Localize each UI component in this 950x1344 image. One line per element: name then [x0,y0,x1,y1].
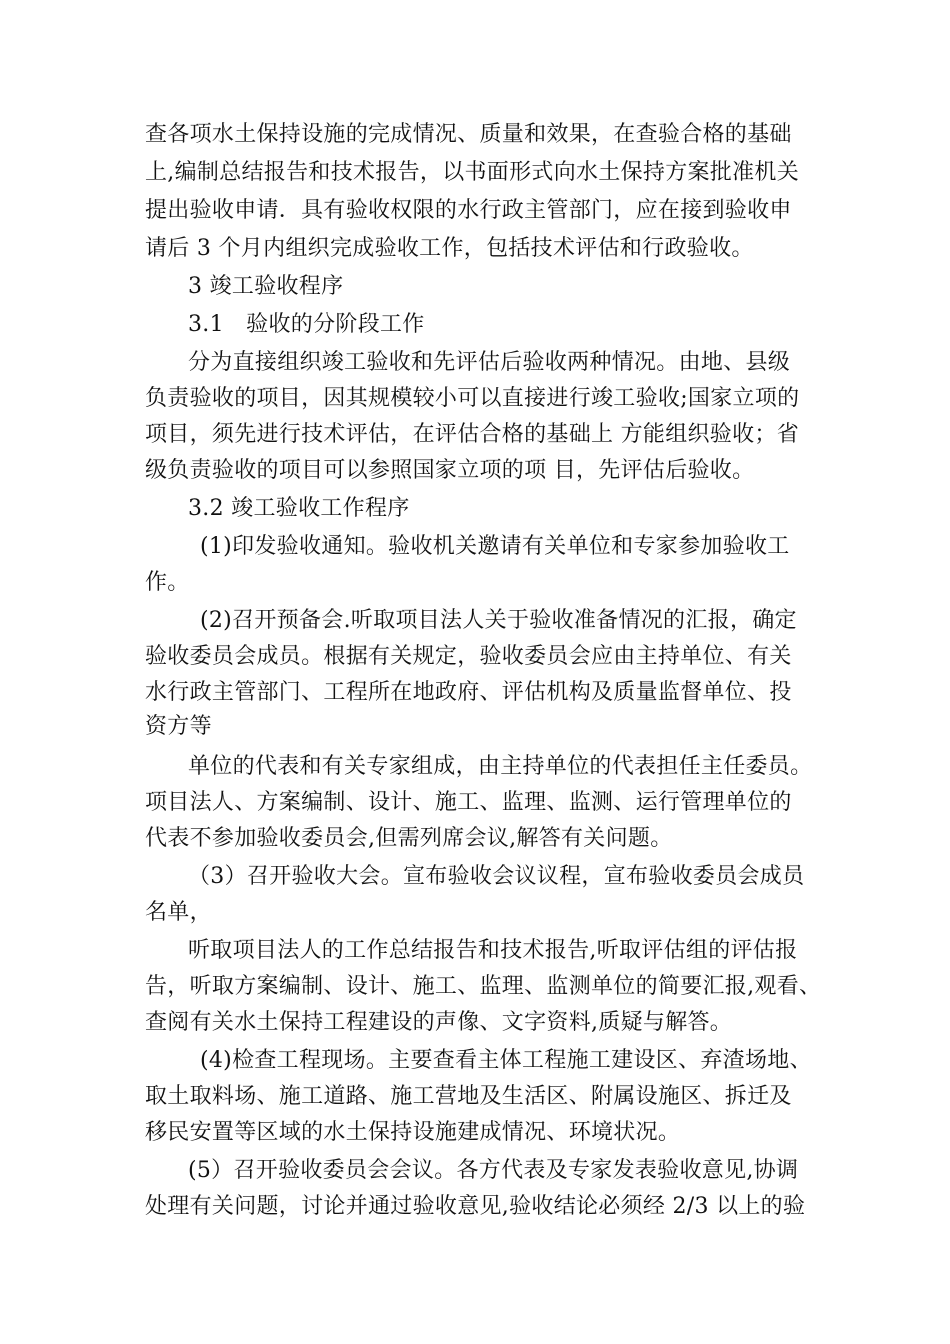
text-line: (4)检查工程现场。主要查看主体工程施工建设区、弃渣场地、 [200,1048,812,1073]
text-line: 负责验收的项目，因其规模较小可以直接进行竣工验收;国家立项的 [145,386,800,411]
text-line: (1)印发验收通知。验收机关邀请有关单位和专家参加验收工 [200,534,790,559]
text-line: 名单， [145,900,212,925]
text-line: 验收委员会成员。根据有关规定，验收委员会应由主持单位、有关 [145,644,792,669]
text-line: （3）召开验收大会。宣布验收会议议程，宣布验收委员会成员 [188,864,805,889]
text-line: 移民安置等区域的水土保持设施建成情况、环境状况。 [145,1120,681,1145]
text-line: 查各项水土保持设施的完成情况、质量和效果，在查验合格的基础 [145,122,792,147]
text-line: 听取项目法人的工作总结报告和技术报告,听取评估组的评估报 [188,938,798,963]
text-line: 项目法人、方案编制、设计、施工、监理、监测、运行管理单位的 [145,790,792,815]
text-line: 告，听取方案编制、设计、施工、监理、监测单位的简要汇报,观看、 [145,974,822,999]
text-line: 代表不参加验收委员会,但需列席会议,解答有关问题。 [145,826,673,851]
subsection-heading: 3.2 竣工验收工作程序 [188,496,410,521]
text-line: (2)召开预备会.听取项目法人关于验收准备情况的汇报，确定 [200,608,797,633]
text-line: 查阅有关水土保持工程建设的声像、文字资料,质疑与解答。 [145,1010,733,1035]
text-line: 取土取料场、施工道路、施工营地及生活区、附属设施区、拆迁及 [145,1084,792,1109]
text-line: 处理有关问题，讨论并通过验收意见,验收结论必须经 2/3 以上的验 [145,1194,806,1219]
text-line: 上,编制总结报告和技术报告，以书面形式向水土保持方案批准机关 [145,160,799,185]
text-line: 请后 3 个月内组织完成验收工作，包括技术评估和行政验收。 [145,236,754,261]
text-line: (5）召开验收委员会会议。各方代表及专家发表验收意见,协调 [188,1158,799,1183]
text-line: 分为直接组织竣工验收和先评估后验收两种情况。由地、县级 [188,350,791,375]
text-line: 资方等 [145,714,212,739]
text-line: 项目，须先进行技术评估，在评估合格的基础上 方能组织验收；省 [145,422,799,447]
text-line: 单位的代表和有关专家组成，由主持单位的代表担任主任委员。 [188,754,813,779]
text-line: 水行政主管部门、工程所在地政府、评估机构及质量监督单位、投 [145,680,792,705]
subsection-heading: 3.1 验收的分阶段工作 [188,312,425,337]
text-line: 级负责验收的项目可以参照国家立项的项 目，先评估后验收。 [145,458,755,483]
text-line: 提出验收申请．具有验收权限的水行政主管部门，应在接到验收申 [145,198,792,223]
text-line: 作。 [145,570,190,595]
section-heading: 3 竣工验收程序 [188,274,344,299]
